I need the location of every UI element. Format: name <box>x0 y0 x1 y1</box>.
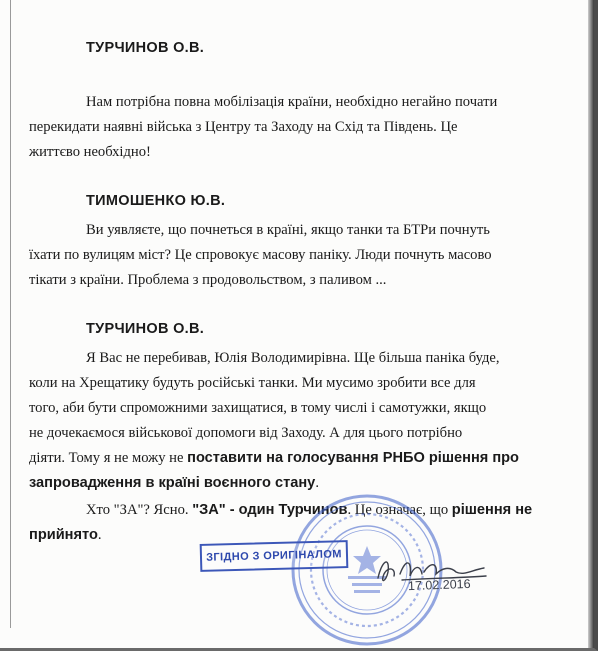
speech-emphasis: рішення не <box>451 502 533 518</box>
speech-line: Ви уявляєте, що почнеться в країні, якщо танки та БТРи почнуть <box>86 222 490 238</box>
speaker-name: ТУРЧИНОВ О.В. <box>86 40 205 56</box>
speech-text: . Це означає, що <box>347 502 452 518</box>
speech-text: діяти. Тому я не можу не <box>29 450 188 466</box>
speech-paragraph <box>29 65 548 165</box>
speech-text: . <box>97 527 102 543</box>
speech-line: перекидати наявні війська з Центру та Заходу на Схід та Південь. Це <box>29 119 458 135</box>
speech-emphasis: запровадження в країні воєнного стану <box>29 475 316 491</box>
speech-line: Нам потрібна повна мобілізація країни, необхідно негайно почати <box>86 94 498 110</box>
speaker-name: ТУРЧИНОВ О.В. <box>86 321 205 337</box>
speech-line: коли на Хрещатику будуть російські танки. Ми мусимо зробити все для <box>29 375 476 391</box>
speech-line: Я Вас не перебивав, Юлія Володимирівна. Ще більша паніка буде, <box>86 350 500 366</box>
speech-text: . <box>315 475 319 491</box>
certified-copy-stamp: ЗГІДНО З ОРИГІНАЛОМ <box>200 540 349 572</box>
speech-paragraph <box>29 218 548 293</box>
speech-line: тікати з країни. Проблема з продовольством, з паливом ... <box>29 272 387 288</box>
speech-emphasis: поставити на голосування РНБО рішення про <box>187 450 519 466</box>
speech-line: їхати по вулицям міст? Це спровокує масову паніку. Люди почнуть масово <box>29 247 492 263</box>
speech-text: Хто "ЗА"? Ясно. <box>86 502 193 518</box>
transcript-body <box>29 36 548 548</box>
page-edge <box>10 0 11 628</box>
scan-shadow <box>588 0 594 648</box>
speech-line: не дочекаємося військової допомоги від Заходу. А для цього потрібно <box>29 425 463 441</box>
signature-date: 17.02.2016 <box>407 576 471 594</box>
speech-line: того, аби бути спроможними захищатися, в тому числі і самотужки, якщо <box>29 400 487 416</box>
speech-line <box>29 446 548 471</box>
speech-line: життєво необхідно! <box>29 144 151 160</box>
speaker-name: ТИМОШЕНКО Ю.В. <box>86 193 226 209</box>
speech-emphasis: прийнято <box>29 527 98 543</box>
speech-emphasis: "ЗА" - один Турчинов <box>192 502 348 518</box>
